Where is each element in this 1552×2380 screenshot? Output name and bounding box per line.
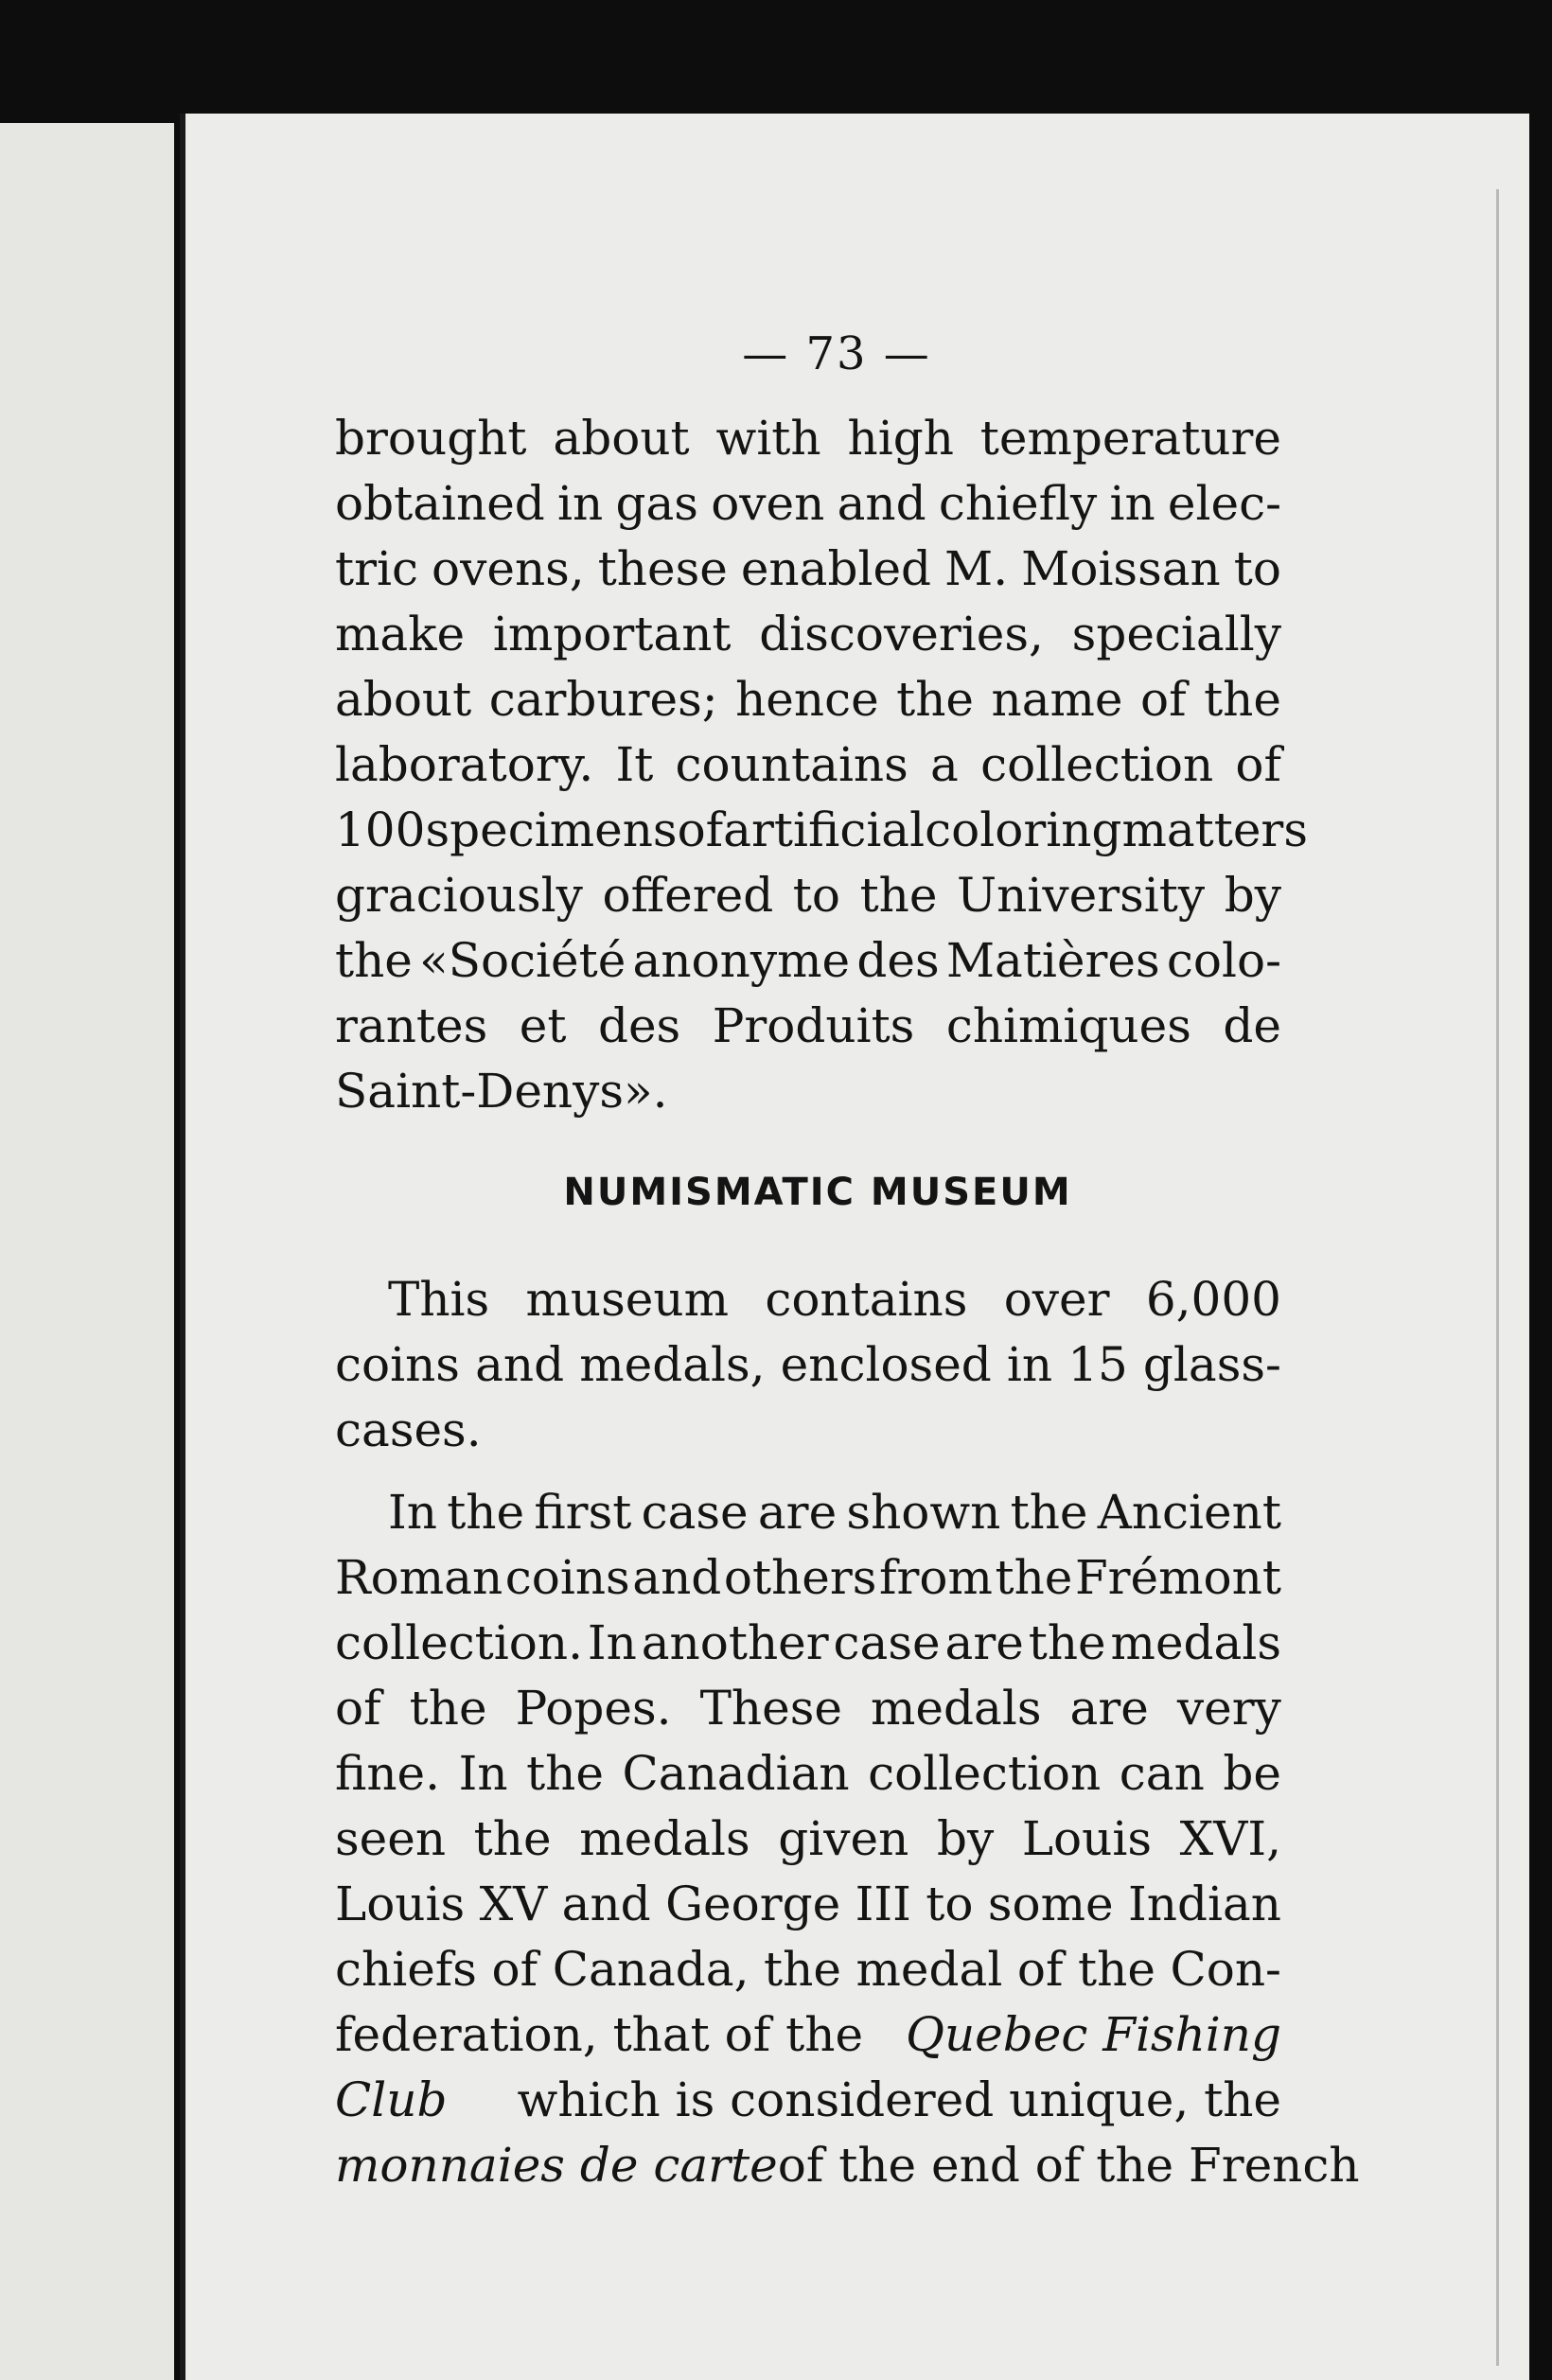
text-line <box>335 1611 1281 1676</box>
word: Produits <box>712 998 915 1053</box>
word: of <box>1235 737 1281 792</box>
word: museum <box>525 1272 729 1327</box>
word: about <box>553 411 690 466</box>
italic-club-name: Quebec Fishing <box>905 2007 1281 2062</box>
word: specially <box>1071 607 1281 661</box>
word: are <box>944 1615 1024 1670</box>
word: are <box>1069 1681 1149 1736</box>
word: are <box>757 1485 838 1540</box>
italic-term: monnaies de carte <box>335 2138 778 2193</box>
page-number: — 73 — <box>742 327 931 380</box>
text-line <box>335 994 1281 1059</box>
word: the <box>859 868 938 923</box>
word: given <box>778 1811 909 1866</box>
word: «Société <box>419 933 626 988</box>
word: high <box>847 411 954 466</box>
text-line <box>335 1267 1281 1332</box>
text-line <box>335 1807 1281 1872</box>
page-edge <box>1496 189 1499 2366</box>
text-line <box>335 406 1281 471</box>
word: chiefs <box>335 1942 477 1997</box>
page-text <box>335 322 1360 2198</box>
word: countains <box>675 737 908 792</box>
word: colo- <box>1166 933 1281 988</box>
word: first <box>534 1485 632 1540</box>
word: medals, <box>579 1337 766 1392</box>
word: collection. <box>335 1615 583 1670</box>
word: others <box>723 1550 877 1605</box>
word: of <box>1016 1942 1064 1997</box>
text-line <box>335 1741 1281 1807</box>
word: to <box>792 868 840 923</box>
word: and <box>632 1550 722 1605</box>
word: In <box>587 1615 637 1670</box>
word: Indian <box>1128 1877 1281 1931</box>
word: It <box>615 737 654 792</box>
word: brought <box>335 411 527 466</box>
word: and <box>561 1877 651 1931</box>
word: with <box>715 411 821 466</box>
word: a <box>930 737 959 792</box>
paragraph-laboratory <box>335 406 1308 1124</box>
word: make <box>335 607 466 661</box>
text-line <box>335 1676 1281 1741</box>
word: by <box>1224 868 1281 923</box>
word: the <box>1078 1942 1155 1997</box>
word: coloring <box>925 802 1122 857</box>
word: University <box>957 868 1206 923</box>
word: Ancient <box>1097 1485 1281 1540</box>
word: Canadian <box>622 1746 850 1801</box>
text-line <box>335 602 1281 667</box>
word: These <box>699 1681 842 1736</box>
text-line <box>335 1059 1281 1124</box>
word: chiefly <box>938 476 1098 531</box>
word: another <box>641 1615 829 1670</box>
word: de <box>1223 998 1281 1053</box>
word: in <box>1109 476 1155 531</box>
word: over <box>1003 1272 1110 1327</box>
word: coins <box>504 1550 630 1605</box>
word: elec- <box>1167 476 1281 531</box>
word: anonyme <box>632 933 851 988</box>
word: des <box>856 933 940 988</box>
word: from <box>879 1550 993 1605</box>
word: of <box>491 1942 538 1997</box>
word: shown <box>846 1485 1001 1540</box>
word: matters <box>1121 802 1308 857</box>
word: and <box>475 1337 565 1392</box>
word: M. <box>944 541 1009 596</box>
word: cases. <box>335 1402 482 1457</box>
word: tric <box>335 541 418 596</box>
word: contains <box>765 1272 968 1327</box>
word: et <box>519 998 567 1053</box>
word: medals <box>579 1811 750 1866</box>
word: chimiques <box>945 998 1191 1053</box>
word: enclosed <box>780 1337 992 1392</box>
text-line <box>335 2068 1281 2133</box>
word: temperature <box>979 411 1281 466</box>
word: XVI, <box>1179 1811 1281 1866</box>
word: des <box>597 998 681 1053</box>
word: Louis <box>1021 1811 1153 1866</box>
word: 15 <box>1067 1337 1128 1392</box>
word: by <box>936 1811 995 1866</box>
word: in <box>557 476 604 531</box>
word: very <box>1176 1681 1281 1736</box>
text-line <box>335 2002 1281 2068</box>
text-line <box>335 2133 1360 2198</box>
word: the <box>526 1746 604 1801</box>
word: glass- <box>1142 1337 1281 1392</box>
word: the <box>1028 1615 1106 1670</box>
word: offered <box>602 868 774 923</box>
word: the <box>409 1681 487 1736</box>
word: Matières <box>945 933 1160 988</box>
word: in <box>1006 1337 1053 1392</box>
text-line <box>335 1398 1281 1463</box>
text-line <box>335 1872 1281 1937</box>
word: carbures; <box>488 672 718 727</box>
word: 100 <box>335 802 426 857</box>
word: Con- <box>1170 1942 1281 1997</box>
text-line <box>335 1937 1281 2002</box>
word: the <box>335 933 413 988</box>
word: In <box>388 1485 437 1540</box>
word: specimens <box>425 802 678 857</box>
word: to <box>926 1877 974 1931</box>
word: name <box>991 672 1123 727</box>
word: the <box>1010 1485 1088 1540</box>
word: Saint-Denys». <box>335 1064 668 1119</box>
word: III <box>855 1877 911 1931</box>
word: important <box>492 607 732 661</box>
word: graciously <box>335 868 583 923</box>
text-line <box>335 928 1281 994</box>
word: case <box>833 1615 941 1670</box>
paragraph-cases <box>335 1480 1281 2002</box>
word: enabled <box>740 541 932 596</box>
word: laboratory. <box>335 737 594 792</box>
text-segment: federation, that of the <box>335 2007 864 2062</box>
word: the <box>764 1942 841 1997</box>
word: to <box>1233 541 1281 596</box>
word: Canada, <box>552 1942 750 1997</box>
text-line <box>335 798 1308 863</box>
word: fine. <box>335 1746 441 1801</box>
text-line <box>335 471 1281 537</box>
word: collection <box>868 1746 1102 1801</box>
book-page <box>180 114 1529 2380</box>
word: the <box>1204 672 1281 727</box>
text-segment: which is considered unique, the <box>517 2072 1281 2127</box>
text-segment: of the end of the French <box>777 2138 1360 2193</box>
word: seen <box>335 1811 447 1866</box>
word: medals <box>871 1681 1042 1736</box>
word: Moissan <box>1021 541 1221 596</box>
word: Louis <box>335 1877 466 1931</box>
text-line <box>335 1332 1281 1398</box>
word: In <box>458 1746 508 1801</box>
word: of <box>1139 672 1187 727</box>
word: discoveries, <box>759 607 1044 661</box>
word: of <box>335 1681 381 1736</box>
word: can <box>1119 1746 1205 1801</box>
word: the <box>447 1485 525 1540</box>
text-line <box>335 1545 1281 1611</box>
word: these <box>597 541 728 596</box>
italic-club-name: Club <box>335 2072 448 2127</box>
word: case <box>641 1485 749 1540</box>
word: Roman <box>335 1550 503 1605</box>
word: oven <box>711 476 825 531</box>
text-line <box>335 1480 1281 1545</box>
text-line <box>335 537 1281 602</box>
section-heading: NUMISMATIC MUSEUM <box>563 1171 1072 1214</box>
paragraph-museum-intro <box>335 1267 1281 1463</box>
word: about <box>335 672 472 727</box>
word: hence <box>735 672 879 727</box>
word: ovens, <box>432 541 585 596</box>
text-line <box>335 667 1281 732</box>
word: medals <box>1110 1615 1281 1670</box>
word: gas <box>615 476 698 531</box>
word: some <box>987 1877 1114 1931</box>
text-line <box>335 732 1281 798</box>
word: 6,000 <box>1145 1272 1281 1327</box>
word: coins <box>335 1337 460 1392</box>
word: be <box>1223 1746 1281 1801</box>
word: rantes <box>335 998 488 1053</box>
word: artificial <box>723 802 926 857</box>
left-page-margin <box>0 123 174 2380</box>
word: and <box>837 476 926 531</box>
word: medal <box>855 1942 1003 1997</box>
text-line <box>335 863 1281 928</box>
word: of <box>677 802 724 857</box>
word: XV <box>479 1877 548 1931</box>
word: the <box>896 672 975 727</box>
word: Frémont <box>1074 1550 1281 1605</box>
word: Popes. <box>515 1681 672 1736</box>
word: George <box>665 1877 841 1931</box>
word: collection <box>980 737 1214 792</box>
word: the <box>995 1550 1073 1605</box>
word: obtained <box>335 476 545 531</box>
word: the <box>473 1811 552 1866</box>
word: This <box>388 1272 490 1327</box>
